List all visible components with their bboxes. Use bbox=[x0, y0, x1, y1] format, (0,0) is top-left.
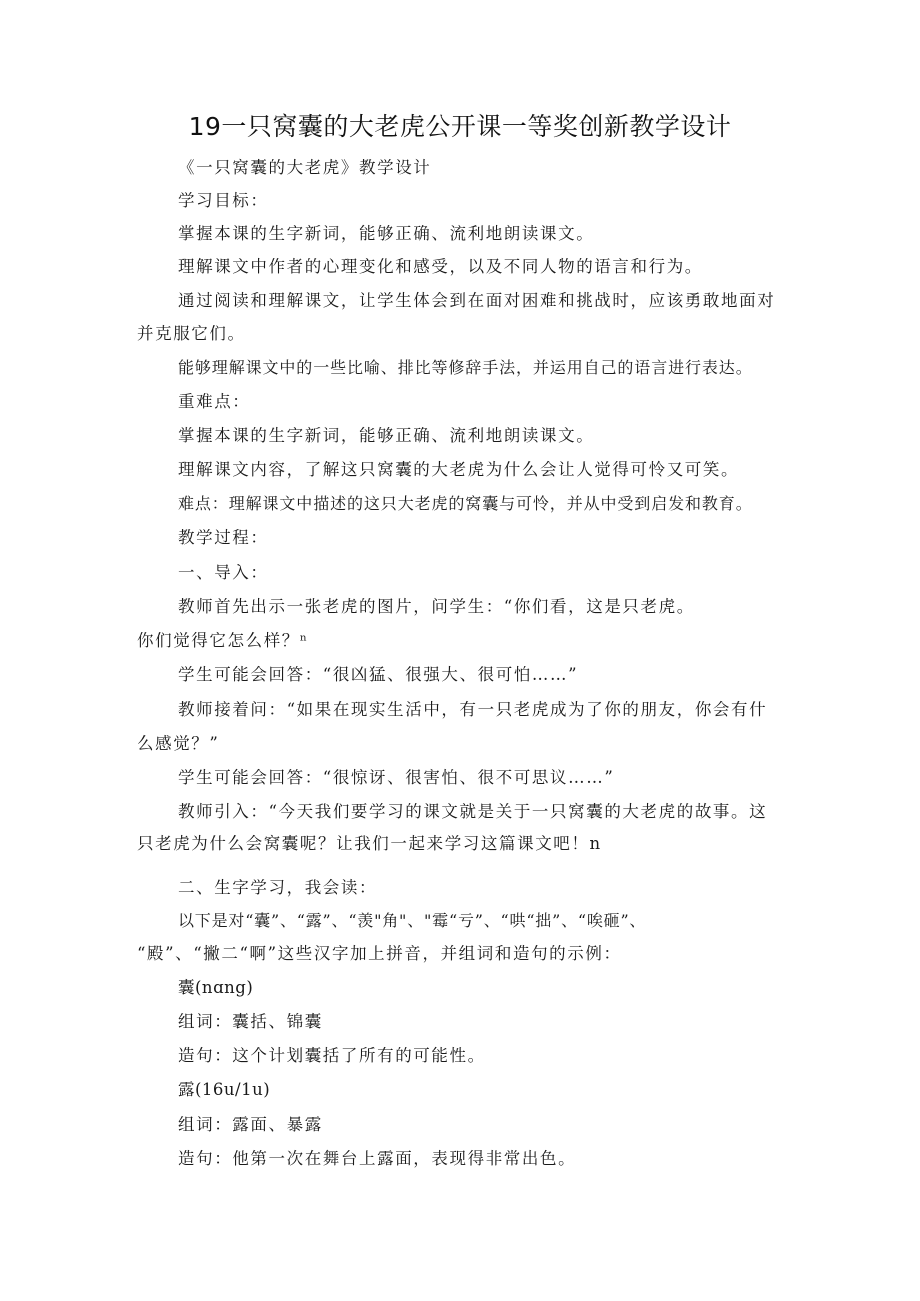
paragraph-continuation: 你们觉得它怎么样？ⁿ bbox=[137, 631, 309, 650]
paragraph-continuation: 么感觉？” bbox=[137, 734, 220, 753]
paragraph-continuation: 并克服它们。 bbox=[137, 324, 246, 343]
paragraph: 难点：理解课文中描述的这只大老虎的窝囊与可怜，并从中受到启发和教育。 bbox=[178, 494, 753, 513]
paragraph: 掌握本课的生字新词，能够正确、流利地朗读课文。 bbox=[178, 426, 595, 445]
character-entry: 囊(nɑng) bbox=[178, 978, 254, 997]
paragraph: 学生可能会回答：“很凶猛、很强大、很可怕……” bbox=[178, 665, 579, 684]
paragraph: 学生可能会回答：“很惊讶、很害怕、很不可思议……” bbox=[178, 768, 615, 787]
character-entry: 露(16u/1u) bbox=[178, 1080, 271, 1099]
paragraph: 理解课文内容，了解这只窝囊的大老虎为什么会让人觉得可怜又可笑。 bbox=[178, 460, 740, 479]
document-title: 19一只窝囊的大老虎公开课一等奖创新教学设计 bbox=[188, 112, 732, 141]
paragraph: 理解课文中作者的心理变化和感受，以及不同人物的语言和行为。 bbox=[178, 257, 703, 276]
paragraph: 教师引入：“今天我们要学习的课文就是关于一只窝囊的大老虎的故事。这 bbox=[178, 802, 768, 821]
example-sentence: 造句：这个计划囊括了所有的可能性。 bbox=[178, 1046, 486, 1065]
paragraph: 教师首先出示一张老虎的图片，问学生：“你们看，这是只老虎。 bbox=[178, 597, 695, 616]
example-sentence: 造句：他第一次在舞台上露面，表现得非常出色。 bbox=[178, 1149, 577, 1168]
word-group: 组词：露面、暴露 bbox=[178, 1115, 323, 1134]
paragraph: 以下是对“囊”、“露”、“羡"角"、"霉“亏”、“哄“拙”、“唉砸”、 bbox=[178, 911, 647, 930]
word-group: 组词：囊括、锦囊 bbox=[178, 1012, 323, 1031]
paragraph-continuation: “殿”、“撇二“啊”这些汉字加上拼音，并组词和造句的示例： bbox=[137, 944, 622, 963]
paragraph: 教师接着问：“如果在现实生活中，有一只老虎成为了你的朋友，你会有什 bbox=[178, 700, 768, 719]
section-heading-objectives: 学习目标： bbox=[178, 191, 269, 210]
section-heading-process: 教学过程： bbox=[178, 528, 269, 547]
paragraph: 通过阅读和理解课文，让学生体会到在面对困难和挑战时，应该勇敢地面对 bbox=[178, 291, 776, 310]
section-heading-intro: 一、导入： bbox=[178, 563, 269, 582]
subtitle: 《一只窝囊的大老虎》教学设计 bbox=[178, 158, 432, 177]
paragraph-continuation: 只老虎为什么会窝囊呢？让我们一起来学习这篇课文吧！n bbox=[137, 834, 602, 853]
paragraph: 掌握本课的生字新词，能够正确、流利地朗读课文。 bbox=[178, 224, 595, 243]
section-heading-key-points: 重难点： bbox=[178, 392, 251, 411]
paragraph: 能够理解课文中的一些比喻、排比等修辞手法，并运用自己的语言进行表达。 bbox=[178, 358, 753, 377]
section-heading-characters: 二、生字学习，我会读： bbox=[178, 878, 378, 897]
